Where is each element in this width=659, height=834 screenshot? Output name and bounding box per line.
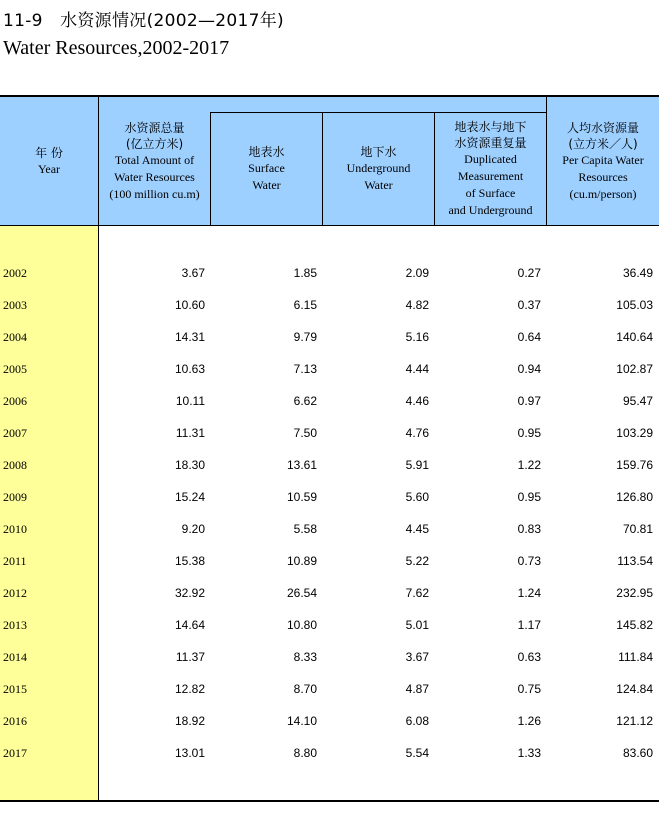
header-total-unit-cn: (亿立方米) — [125, 136, 184, 151]
cell-year: 2011 — [3, 554, 27, 568]
header-per-capita-en: Per Capita Water — [562, 152, 644, 167]
cell-surface: 9.79 — [293, 330, 317, 344]
cell-per-capita: 36.49 — [622, 266, 653, 280]
cell-total: 18.30 — [174, 458, 205, 472]
cell-per-capita: 159.76 — [616, 458, 653, 472]
cell-total: 18.92 — [174, 714, 205, 728]
cell-underground: 4.45 — [405, 522, 429, 536]
cell-surface: 13.61 — [286, 458, 317, 472]
cell-duplicated: 0.37 — [517, 298, 541, 312]
header-duplicated-en: and Underground — [448, 203, 533, 217]
table-row — [0, 289, 659, 321]
cell-per-capita: 124.84 — [616, 682, 653, 696]
cell-total: 14.64 — [174, 618, 205, 632]
table-row — [0, 609, 659, 641]
header-per-capita-unit-cn: (立方米／人) — [568, 136, 638, 151]
table-row — [0, 673, 659, 705]
cell-total: 32.92 — [174, 586, 205, 600]
cell-year: 2012 — [3, 586, 27, 600]
header-per-capita — [547, 97, 659, 225]
cell-duplicated: 1.26 — [517, 714, 541, 728]
cell-duplicated: 0.63 — [517, 650, 541, 664]
cell-year: 2016 — [3, 714, 27, 728]
table-row — [0, 449, 659, 481]
cell-per-capita: 70.81 — [622, 522, 653, 536]
header-duplicated-en: of Surface — [465, 186, 516, 200]
cell-per-capita: 95.47 — [622, 394, 653, 408]
header-total-en: Water Resources — [114, 169, 195, 184]
cell-per-capita: 105.03 — [616, 298, 653, 312]
cell-total: 10.11 — [175, 394, 205, 408]
cell-per-capita: 102.87 — [616, 362, 653, 376]
cell-total: 10.60 — [174, 298, 205, 312]
header-underground-en: Water — [364, 178, 393, 192]
cell-duplicated: 1.17 — [517, 618, 541, 632]
header-year — [0, 97, 98, 225]
cell-surface: 8.70 — [293, 682, 317, 696]
table-row — [0, 513, 659, 545]
table-row — [0, 577, 659, 609]
cell-underground: 7.62 — [405, 586, 429, 600]
cell-per-capita: 232.95 — [616, 586, 653, 600]
cell-duplicated: 0.27 — [517, 266, 541, 280]
header-surface-cn: 地表水 — [248, 145, 285, 159]
header-bottom-line — [0, 225, 659, 226]
cell-total: 12.82 — [174, 682, 205, 696]
cell-duplicated: 1.24 — [517, 586, 541, 600]
cell-duplicated: 0.97 — [517, 394, 541, 408]
cell-year: 2003 — [3, 298, 27, 312]
header-duplicated — [435, 113, 546, 225]
cell-surface: 6.62 — [293, 394, 317, 408]
header-duplicated-en: Duplicated — [464, 152, 517, 166]
cell-underground: 4.76 — [405, 426, 429, 440]
cell-duplicated: 0.64 — [517, 330, 541, 344]
cell-year: 2007 — [3, 426, 27, 440]
cell-per-capita: 145.82 — [616, 618, 653, 632]
cell-surface: 8.80 — [293, 746, 317, 760]
cell-surface: 7.13 — [293, 362, 317, 376]
cell-surface: 26.54 — [286, 586, 317, 600]
cell-total: 13.01 — [174, 746, 205, 760]
table-row — [0, 321, 659, 353]
cell-underground: 4.82 — [405, 298, 429, 312]
cell-surface: 10.89 — [286, 554, 317, 568]
header-underground — [323, 113, 434, 225]
header-per-capita-unit-en: (cu.m/person) — [569, 186, 637, 201]
cell-total: 15.24 — [174, 490, 205, 504]
cell-year: 2008 — [3, 458, 27, 472]
table-row — [0, 353, 659, 385]
cell-year: 2015 — [3, 682, 27, 696]
cell-year: 2013 — [3, 618, 27, 632]
header-underground-cn: 地下水 — [360, 145, 397, 159]
cell-year: 2004 — [3, 330, 27, 344]
header-duplicated-cn: 水资源重复量 — [454, 136, 527, 150]
cell-duplicated: 1.33 — [517, 746, 541, 760]
cell-year: 2006 — [3, 394, 27, 408]
table-row — [0, 385, 659, 417]
cell-total: 14.31 — [174, 330, 205, 344]
cell-surface: 10.59 — [286, 490, 317, 504]
cell-underground: 3.67 — [405, 650, 429, 664]
page-title-cn: 11-9 水资源情况(2002—2017年) — [3, 11, 284, 31]
cell-per-capita: 113.54 — [617, 554, 653, 568]
cell-year: 2010 — [3, 522, 27, 536]
cell-total: 15.38 — [174, 554, 205, 568]
cell-year: 2009 — [3, 490, 27, 504]
page-title-en: Water Resources,2002-2017 — [3, 37, 230, 59]
table-row — [0, 481, 659, 513]
cell-per-capita: 111.84 — [618, 650, 653, 664]
header-duplicated-cn: 地表水与地下 — [454, 120, 527, 134]
header-total-cn: 水资源总量 — [124, 120, 185, 135]
header-surface — [211, 113, 322, 225]
cell-duplicated: 0.75 — [517, 682, 541, 696]
cell-duplicated: 0.95 — [517, 426, 541, 440]
cell-surface: 7.50 — [293, 426, 317, 440]
cell-total: 9.20 — [181, 522, 205, 536]
header-total — [99, 97, 210, 225]
cell-underground: 5.60 — [405, 490, 429, 504]
cell-underground: 4.44 — [405, 362, 429, 376]
header-surface-en: Surface — [248, 161, 285, 175]
cell-year: 2017 — [3, 746, 27, 760]
table-row — [0, 641, 659, 673]
cell-duplicated: 0.94 — [517, 362, 541, 376]
cell-per-capita: 121.12 — [616, 714, 653, 728]
cell-underground: 5.91 — [405, 458, 429, 472]
cell-per-capita: 140.64 — [616, 330, 653, 344]
cell-surface: 6.15 — [293, 298, 317, 312]
cell-per-capita: 126.80 — [616, 490, 653, 504]
header-underground-en: Underground — [346, 161, 411, 175]
header-duplicated-en: Measurement — [457, 169, 524, 183]
cell-underground: 4.87 — [405, 682, 429, 696]
cell-surface: 14.10 — [286, 714, 317, 728]
cell-total: 10.63 — [174, 362, 205, 376]
header-total-en: Total Amount of — [114, 152, 195, 167]
header-surface-en: Water — [252, 178, 281, 192]
header-year-cn: 年 份 — [35, 145, 63, 160]
cell-underground: 6.08 — [405, 714, 429, 728]
cell-total: 11.37 — [175, 650, 205, 664]
cell-per-capita: 83.60 — [622, 746, 653, 760]
table-row — [0, 705, 659, 737]
cell-duplicated: 1.22 — [517, 458, 541, 472]
cell-year: 2014 — [3, 650, 27, 664]
cell-underground: 5.54 — [405, 746, 429, 760]
cell-duplicated: 0.95 — [517, 490, 541, 504]
header-total-unit-en: (100 million cu.m) — [109, 186, 200, 201]
cell-total: 3.67 — [181, 266, 205, 280]
cell-per-capita: 103.29 — [616, 426, 653, 440]
cell-surface: 1.85 — [293, 266, 317, 280]
header-year-en: Year — [37, 161, 61, 176]
cell-underground: 5.16 — [405, 330, 429, 344]
table-bottom-rule — [0, 800, 659, 802]
cell-surface: 8.33 — [293, 650, 317, 664]
cell-underground: 2.09 — [405, 266, 429, 280]
table-row — [0, 417, 659, 449]
cell-duplicated: 0.73 — [517, 554, 541, 568]
cell-total: 11.31 — [175, 426, 205, 440]
header-per-capita-cn: 人均水资源量 — [566, 120, 639, 135]
table-row — [0, 257, 659, 289]
table-row — [0, 737, 659, 769]
cell-underground: 4.46 — [405, 394, 429, 408]
table-row — [0, 545, 659, 577]
cell-year: 2002 — [3, 266, 27, 280]
cell-surface: 5.58 — [293, 522, 317, 536]
cell-year: 2005 — [3, 362, 27, 376]
cell-underground: 5.22 — [405, 554, 429, 568]
cell-underground: 5.01 — [405, 618, 429, 632]
header-per-capita-en: Resources — [578, 169, 628, 184]
cell-surface: 10.80 — [286, 618, 317, 632]
cell-duplicated: 0.83 — [517, 522, 541, 536]
